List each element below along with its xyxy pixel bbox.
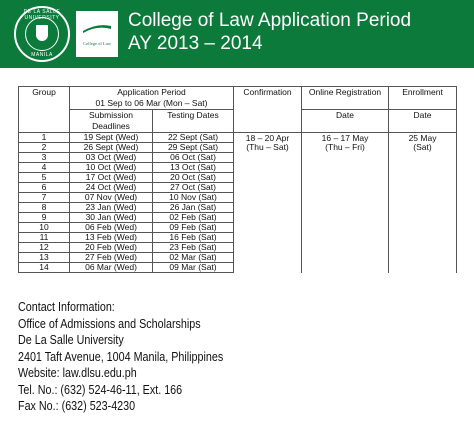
enrollment-day: (Sat) xyxy=(413,142,432,152)
seal-bottom-text: MANILA xyxy=(31,52,53,58)
seal-shield-icon xyxy=(36,25,48,41)
application-period-header xyxy=(70,87,234,110)
submission-deadline-cell: 19 Sept (Wed) xyxy=(70,133,153,143)
university-seal-icon xyxy=(14,6,70,62)
submission-deadline-cell: 27 Feb (Wed) xyxy=(70,253,153,263)
group-cell: 5 xyxy=(19,173,70,183)
group-cell: 6 xyxy=(19,183,70,193)
group-cell: 10 xyxy=(19,223,70,233)
submission-deadline-cell: 26 Sept (Wed) xyxy=(70,143,153,153)
confirmation-days: (Thu – Sat) xyxy=(246,142,289,152)
online-registration-days: (Thu – Fri) xyxy=(325,142,365,152)
group-cell: 11 xyxy=(19,233,70,243)
contact-heading: Contact Information: xyxy=(18,300,115,314)
submission-deadlines-header: Submission Deadlines xyxy=(70,110,153,133)
submission-deadline-cell: 17 Oct (Wed) xyxy=(70,173,153,183)
confirmation-cell xyxy=(234,133,302,273)
testing-date-cell: 09 Feb (Sat) xyxy=(153,223,234,233)
testing-date-cell: 06 Oct (Sat) xyxy=(153,153,234,163)
submission-deadline-cell: 07 Nov (Wed) xyxy=(70,193,153,203)
header-banner xyxy=(0,0,474,68)
table-header-row xyxy=(19,87,457,110)
group-cell: 14 xyxy=(19,263,70,273)
group-cell: 3 xyxy=(19,153,70,163)
submission-deadline-cell: 23 Jan (Wed) xyxy=(70,203,153,213)
testing-date-cell: 09 Mar (Sat) xyxy=(153,263,234,273)
submission-deadline-cell: 10 Oct (Wed) xyxy=(70,163,153,173)
online-registration-dates: 16 – 17 May xyxy=(321,133,369,143)
law-logo-mark-icon xyxy=(83,23,111,33)
submission-deadline-cell: 30 Jan (Wed) xyxy=(70,213,153,223)
group-cell: 8 xyxy=(19,203,70,213)
testing-date-cell: 20 Oct (Sat) xyxy=(153,173,234,183)
contact-office: Office of Admissions and Scholarships xyxy=(18,316,201,331)
application-schedule-table xyxy=(18,86,457,273)
enrollment-header: Enrollment xyxy=(389,87,457,110)
table-row xyxy=(19,133,457,143)
submission-deadline-cell: 13 Feb (Wed) xyxy=(70,233,153,243)
submission-deadline-cell: 20 Feb (Wed) xyxy=(70,243,153,253)
group-cell: 9 xyxy=(19,213,70,223)
group-cell: 2 xyxy=(19,143,70,153)
online-registration-header: Online Registration xyxy=(302,87,389,110)
submission-deadline-cell: 06 Mar (Wed) xyxy=(70,263,153,273)
group-cell: 7 xyxy=(19,193,70,203)
college-of-law-logo xyxy=(76,11,118,57)
enrollment-date-header: Date xyxy=(389,110,457,133)
online-registration-cell xyxy=(302,133,389,273)
group-cell: 1 xyxy=(19,133,70,143)
contact-address: 2401 Taft Avenue, 1004 Manila, Philippines xyxy=(18,349,224,364)
page-title: College of Law Application Period xyxy=(128,10,412,31)
testing-date-cell: 02 Feb (Sat) xyxy=(153,213,234,223)
contact-information xyxy=(18,299,396,415)
enrollment-cell xyxy=(389,133,457,273)
testing-dates-header: Testing Dates xyxy=(153,110,234,133)
confirmation-dates: 18 – 20 Apr xyxy=(245,133,290,143)
application-period-label: Application Period xyxy=(117,87,186,97)
contact-website: Website: law.dlsu.edu.ph xyxy=(18,366,137,380)
law-logo-text: College of Law xyxy=(83,41,111,46)
table-body xyxy=(19,133,457,273)
submission-deadline-cell: 03 Oct (Wed) xyxy=(70,153,153,163)
submission-deadline-cell: 24 Oct (Wed) xyxy=(70,183,153,193)
group-header: Group xyxy=(19,87,70,133)
contact-tel: Tel. No.: (632) 524-46-11, Ext. 166 xyxy=(18,382,183,397)
testing-date-cell: 16 Feb (Sat) xyxy=(153,233,234,243)
application-range-label: 01 Sep to 06 Mar (Mon – Sat) xyxy=(95,98,208,108)
online-registration-date-header: Date xyxy=(302,110,389,133)
testing-date-cell: 23 Feb (Sat) xyxy=(153,243,234,253)
testing-date-cell: 22 Sept (Sat) xyxy=(153,133,234,143)
page-subtitle: AY 2013 – 2014 xyxy=(128,33,263,54)
testing-date-cell: 13 Oct (Sat) xyxy=(153,163,234,173)
confirmation-header: Confirmation xyxy=(234,87,302,133)
contact-fax: Fax No.: (632) 523-4230 xyxy=(18,399,136,413)
testing-date-cell: 26 Jan (Sat) xyxy=(153,203,234,213)
contact-university: De La Salle University xyxy=(18,333,124,347)
seal-top-text: DE LA SALLE UNIVERSITY xyxy=(23,9,61,21)
group-cell: 13 xyxy=(19,253,70,263)
enrollment-date: 25 May xyxy=(408,133,437,143)
testing-date-cell: 29 Sept (Sat) xyxy=(153,143,234,153)
testing-date-cell: 27 Oct (Sat) xyxy=(153,183,234,193)
submission-deadline-cell: 06 Feb (Wed) xyxy=(70,223,153,233)
testing-date-cell: 02 Mar (Sat) xyxy=(153,253,234,263)
group-cell: 12 xyxy=(19,243,70,253)
testing-date-cell: 10 Nov (Sat) xyxy=(153,193,234,203)
group-cell: 4 xyxy=(19,163,70,173)
